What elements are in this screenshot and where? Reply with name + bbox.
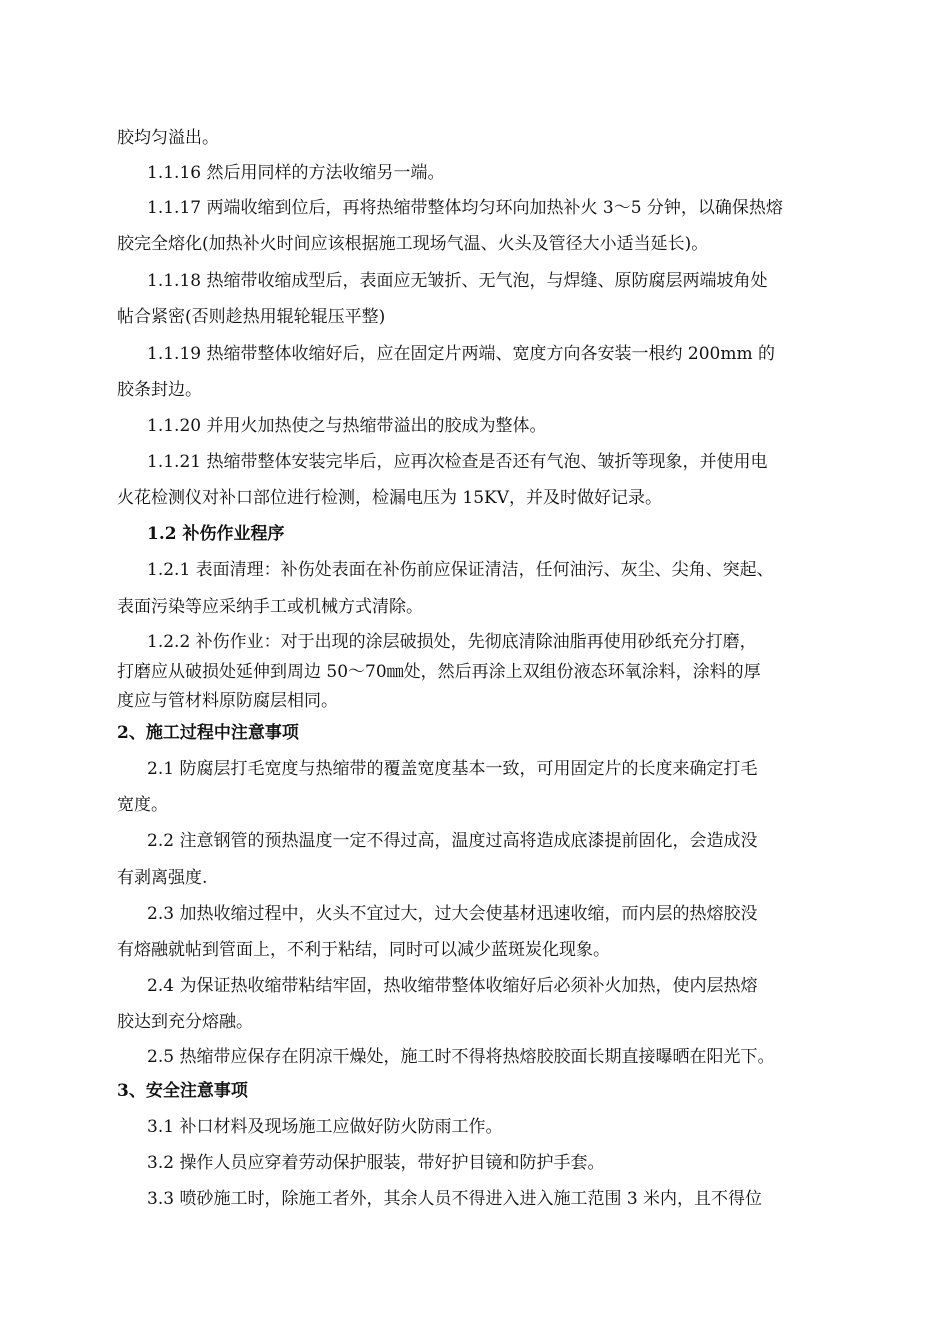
paragraph-line: 1.1.20 并用火加热使之与热缩带溢出的胶成为整体。 [147,416,547,436]
section-heading: 1.2 补伤作业程序 [147,524,285,544]
paragraph-line: 胶均匀溢出。 [117,128,219,148]
paragraph-line: 有熔融就帖到管面上，不利于粘结，同时可以减少蓝斑炭化现象。 [117,940,610,960]
paragraph-line: 1.1.21 热缩带整体安装完毕后，应再次检查是否还有气泡、皱折等现象，并使用电 [147,452,768,472]
paragraph-line: 1.1.17 两端收缩到位后，再将热缩带整体均匀环向加热补火 3～5 分钟，以确保热熔 [147,198,783,218]
paragraph-line: 火花检测仪对补口部位进行检测，检漏电压为 15KV，并及时做好记录。 [117,488,663,508]
paragraph-line: 1.1.19 热缩带整体收缩好后，应在固定片两端、宽度方向各安装一根约 200mm 的 [147,344,775,364]
paragraph-line: 1.2.2 补伤作业：对于出现的涂层破损处，先彻底清除油脂再使用砂纸充分打磨， [147,632,757,652]
paragraph-line: 胶完全熔化(加热补火时间应该根据施工现场气温、火头及管径大小适当延长)。 [117,234,709,254]
section-heading: 2、施工过程中注意事项 [117,723,299,743]
paragraph-line: 宽度。 [117,795,168,815]
paragraph-line: 表面污染等应采纳手工或机械方式清除。 [117,597,423,617]
paragraph-line: 打磨应从破损处延伸到周边 50～70㎜处，然后再涂上双组份液态环氧涂料，涂料的厚 [117,662,761,682]
paragraph-line: 1.1.18 热缩带收缩成型后，表面应无皱折、无气泡，与焊缝、原防腐层两端坡角处 [147,271,768,291]
paragraph-line: 1.1.16 然后用同样的方法收缩另一端。 [147,163,445,183]
paragraph-line: 2.2 注意钢管的预热温度一定不得过高，温度过高将造成底漆提前固化，会造成没 [147,831,758,851]
paragraph-line: 胶达到充分熔融。 [117,1012,253,1032]
paragraph-line: 有剥离强度. [117,868,208,888]
section-heading: 3、安全注意事项 [117,1081,248,1101]
paragraph-line: 2.5 热缩带应保存在阴凉干燥处，施工时不得将热熔胶胶面长期直接曝晒在阳光下。 [147,1047,775,1067]
paragraph-line: 2.4 为保证热收缩带粘结牢固，热收缩带整体收缩好后必须补火加热，使内层热熔 [147,976,758,996]
paragraph-line: 帖合紧密(否则趁热用辊轮辊压平整) [117,307,386,327]
paragraph-line: 3.2 操作人员应穿着劳动保护服装，带好护目镜和防护手套。 [147,1153,605,1173]
paragraph-line: 2.1 防腐层打毛宽度与热缩带的覆盖宽度基本一致，可用固定片的长度来确定打毛 [147,759,758,779]
paragraph-line: 1.2.1 表面清理：补伤处表面在补伤前应保证清洁，任何油污、灰尘、尖角、突起、 [147,560,774,580]
paragraph-line: 胶条封边。 [117,380,202,400]
paragraph-line: 度应与管材料原防腐层相同。 [117,691,338,711]
paragraph-line: 2.3 加热收缩过程中，火头不宜过大，过大会使基材迅速收缩，而内层的热熔胶没 [147,904,758,924]
paragraph-line: 3.1 补口材料及现场施工应做好防火防雨工作。 [147,1117,503,1137]
paragraph-line: 3.3 喷砂施工时，除施工者外，其余人员不得进入进入施工范围 3 米内，且不得位 [147,1189,763,1209]
